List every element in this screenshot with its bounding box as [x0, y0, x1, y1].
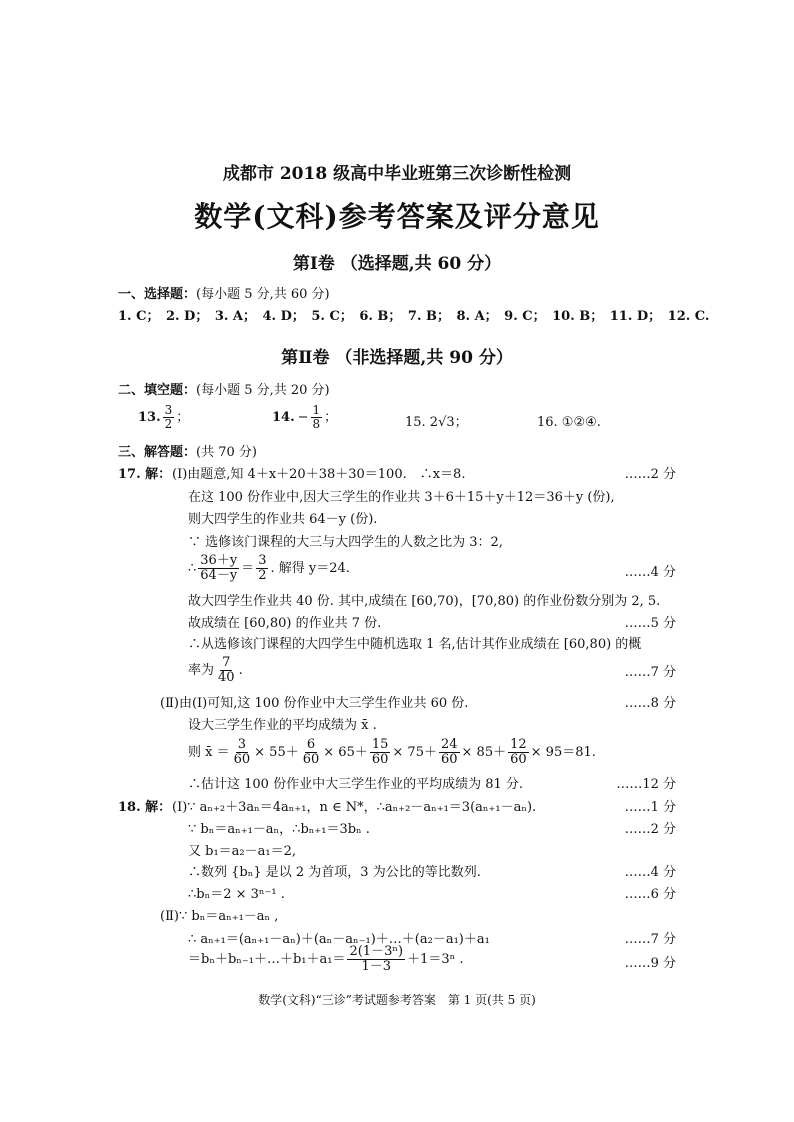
q18-points-2: ……2 分 — [624, 822, 676, 837]
q17-l5-eq: ＝ — [241, 560, 255, 576]
q18-l8-pre: ＝bₙ＋bₙ₋₁＋…＋b₁＋a₁＝ — [188, 951, 346, 967]
q17-l5-n1: 36＋y — [200, 553, 238, 568]
choice-section-label: 一、选择题： — [118, 287, 197, 302]
solve-section-note: (共 70 分) — [196, 445, 257, 460]
fill-answer-16: 16. ①②④. — [537, 415, 601, 430]
q18-points-1: ……1 分 — [624, 800, 676, 815]
q13-sep: ； — [176, 409, 190, 425]
q18-points-4: ……4 分 — [624, 865, 676, 880]
q17-l12-t5: × 95＝81. — [530, 744, 596, 760]
q18-line-4: ∴数列 {bₙ} 是以 2 为首项，3 为公比的等比数列. — [188, 865, 481, 880]
q17-line-13: ∴估计这 100 份作业中大三学生作业的平均成绩为 81 分. — [188, 777, 524, 792]
q17-l5-d1: 64－y — [200, 567, 238, 583]
q17-l5-frac-2 — [256, 554, 268, 582]
q18-line-2: ∵ bₙ＝aₙ₊₁－aₙ，∴bₙ₊₁＝3bₙ . — [188, 822, 370, 837]
q17-points-12: ……12 分 — [616, 777, 676, 792]
q17-label: 17. 解： — [118, 467, 172, 482]
q17-line-8: ∴从选修该门课程的大四学生中随机选取 1 名,估计其作业成绩在 [60,80) 的概 — [188, 637, 642, 652]
choice-answers: 1. C； 2. D； 3. A； 4. D； 5. C； 6. B； 7. B； 8. A； 9. C； 10. B； 11. D； 12. C. — [118, 309, 710, 324]
q14-label: 14. — [272, 409, 295, 425]
fill-answer-13 — [138, 404, 189, 430]
q18-line-6: (Ⅱ)∵ bₙ＝aₙ₊₁－aₙ , — [160, 909, 279, 924]
q17-l5-d2: 2 — [258, 567, 267, 583]
q13-fraction — [163, 404, 175, 430]
exam-title: 数学(文科)参考答案及评分意见 — [194, 200, 600, 233]
q17-l9-den: 40 — [218, 669, 235, 685]
q17-l12-frac-3 — [370, 738, 391, 766]
q18-line-7: ∴ aₙ₊₁＝(aₙ₊₁－aₙ)＋(aₙ－aₙ₋₁)＋…＋(a₂－a₁)＋a₁ — [188, 932, 490, 947]
q18-points-9: ……9 分 — [624, 956, 676, 971]
q17-l12-f5d: 60 — [510, 751, 527, 767]
q18-line-8 — [188, 945, 464, 973]
q17-line-12 — [188, 738, 596, 766]
q18-points-7: ……7 分 — [624, 932, 676, 947]
q17-l12-f2d: 60 — [302, 751, 320, 767]
q17-l12-t3: × 75＋ — [392, 744, 437, 760]
q17-l12-frac-2 — [301, 738, 322, 766]
q17-l9-num: 7 — [222, 655, 231, 670]
q17-line-3: 则大四学生的作业共 64－y (份). — [188, 512, 378, 527]
fill-section-label: 二、填空题： — [118, 383, 197, 398]
q14-minus: − — [297, 409, 309, 425]
q18-line-1: (Ⅰ)∵ aₙ₊₂＋3aₙ＝4aₙ₊₁，n ∈ N*，∴aₙ₊₂－aₙ₊₁＝3(aₙ₊₁－aₙ). — [172, 800, 537, 815]
q17-line-6: 故大四学生作业共 40 份. 其中,成绩在 [60,70)，[70,80) 的作业份数分别为 2, 5. — [188, 594, 661, 609]
q17-l12-t4: × 85＋ — [461, 744, 507, 760]
solve-section-title — [118, 446, 257, 459]
q13-den: 2 — [164, 416, 173, 431]
q17-l12-f3n: 15 — [371, 737, 389, 752]
q18-l8-num: 2(1－3ⁿ) — [349, 944, 404, 959]
q13-label: 13. — [138, 409, 161, 425]
q17-line-11: 设大三学生作业的平均成绩为 x̄ . — [188, 718, 377, 733]
q14-den: 8 — [312, 416, 321, 431]
q17-l9-post: . — [238, 662, 243, 678]
q17-points-1: ……2 分 — [624, 467, 676, 482]
part1-heading: 第Ⅰ卷 （选择题,共 60 分） — [292, 254, 502, 274]
q17-l5-n2: 3 — [258, 553, 267, 568]
q17-l12-frac-1 — [232, 738, 253, 766]
q17-l9-frac — [216, 656, 237, 684]
q17-line-5 — [188, 554, 350, 582]
q17-line-9 — [188, 656, 243, 684]
q14-num: 1 — [312, 403, 321, 417]
q17-l12-t2: × 65＋ — [323, 744, 368, 760]
q13-num: 3 — [164, 403, 173, 417]
q18-points-6: ……6 分 — [624, 887, 676, 902]
choice-section-note: (每小题 5 分,共 60 分) — [196, 287, 330, 302]
q18-label: 18. 解： — [118, 800, 172, 815]
page-footer: 数学(文科)“三诊”考试题参考答案 第 1 页(共 5 页) — [258, 993, 536, 1007]
q17-points-5: ……5 分 — [624, 616, 676, 631]
q17-l12-frac-5 — [508, 738, 529, 766]
q18-l8-post: ＋1＝3ⁿ . — [407, 951, 464, 967]
q17-l12-f1d: 60 — [233, 751, 251, 767]
fill-answer-15: 15. 2√3； — [405, 415, 468, 430]
q17-line-2: 在这 100 份作业中,因大三学生的作业共 3＋6＋15＋y＋12＝36＋y (份), — [188, 490, 615, 505]
q17-l5-pre: ∴ — [188, 560, 197, 576]
q17-points-7: ……7 分 — [624, 665, 676, 680]
q17-l9-pre: 率为 — [188, 662, 215, 678]
exam-subtitle: 成都市 2018 级高中毕业班第三次诊断性检测 — [222, 164, 572, 184]
q17-l5-frac-1 — [198, 554, 239, 582]
q17-line-10: (Ⅱ)由(Ⅰ)可知,这 100 份作业中大三学生作业共 60 份. — [160, 696, 469, 711]
q17-l12-pre: 则 x̄ ＝ — [188, 744, 230, 760]
q17-l12-f1n: 3 — [237, 737, 247, 752]
fill-section-note: (每小题 5 分,共 20 分) — [196, 383, 330, 398]
q17-l12-f2n: 6 — [306, 737, 316, 752]
q17-line-7: 故成绩在 [60,80) 的作业共 7 份. — [188, 616, 382, 631]
q18-l8-frac — [347, 945, 405, 973]
part2-heading: 第Ⅱ卷 （非选择题,共 90 分） — [281, 348, 513, 368]
q17-l12-f4d: 60 — [440, 751, 458, 767]
q17-l12-f5n: 12 — [510, 737, 527, 752]
q17-l12-f3d: 60 — [371, 751, 389, 767]
q17-l5-post: . 解得 y＝24. — [270, 560, 350, 576]
q17-points-8: ……8 分 — [624, 696, 676, 711]
q18-line-5: ∴bₙ＝2 × 3ⁿ⁻¹ . — [188, 887, 285, 902]
q18-line-3: 又 b₁＝a₂－a₁＝2, — [188, 844, 296, 859]
fill-answer-14 — [272, 404, 337, 430]
q17-l12-t1: × 55＋ — [254, 744, 299, 760]
q18-l8-den: 1－3 — [361, 958, 392, 974]
q17-points-4: ……4 分 — [624, 565, 676, 580]
q14-fraction — [311, 404, 323, 430]
q17-line-1: (Ⅰ)由题意,知 4＋x＋20＋38＋30＝100. ∴x＝8. — [172, 467, 466, 482]
fill-section-title — [118, 384, 330, 397]
choice-section-title — [118, 288, 330, 301]
q14-sep: ； — [324, 409, 338, 425]
q17-l12-f4n: 24 — [440, 737, 458, 752]
solve-section-label: 三、解答题： — [118, 445, 197, 460]
q17-line-4: ∵ 选修该门课程的大三与大四学生的人数之比为 3：2, — [188, 535, 503, 550]
q17-l12-frac-4 — [439, 738, 460, 766]
